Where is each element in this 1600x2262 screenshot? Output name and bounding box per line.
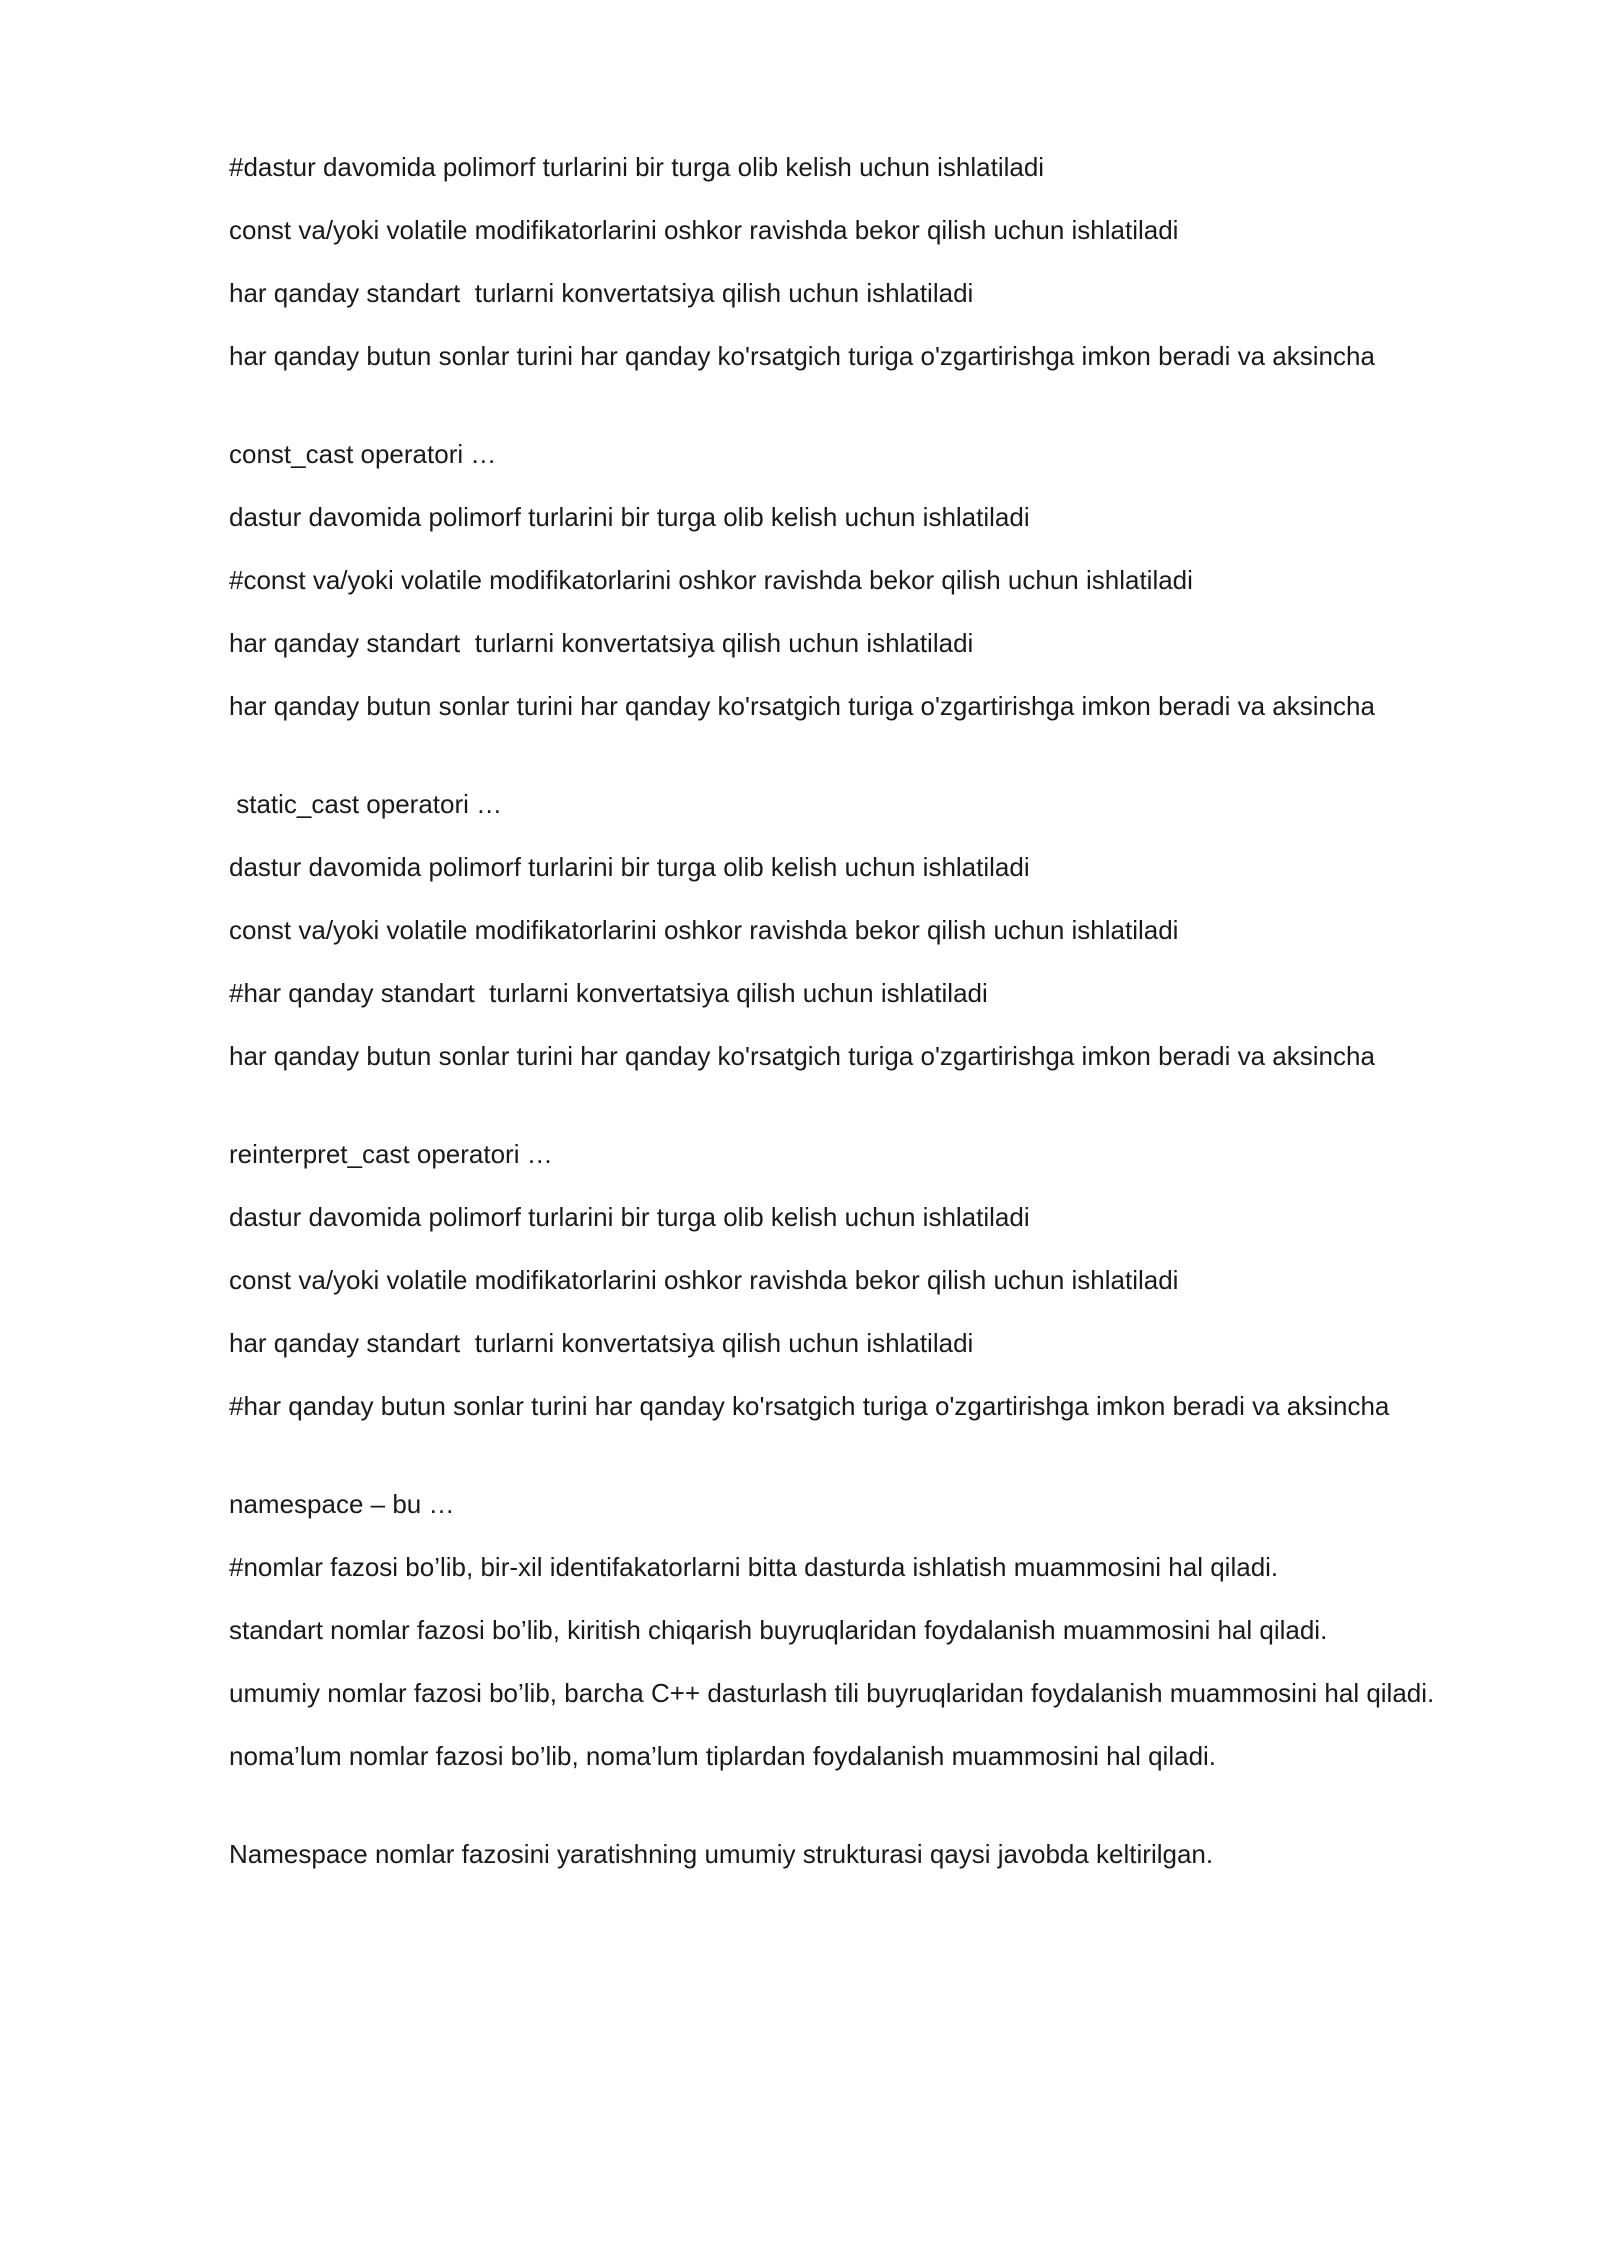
answer-option: const va/yoki volatile modifikatorlarini oshkor ravishda bekor qilish uchun ishlatiladi <box>229 915 1179 945</box>
question-block-1 <box>229 150 1459 373</box>
answer-option: har qanday butun sonlar turini har qanday ko'rsatgich turiga o'zgartirishga imkon beradi va aksincha <box>229 341 1375 371</box>
question-text: const_cast operatori … <box>229 439 497 469</box>
question-text: reinterpret_cast operatori … <box>229 1139 553 1169</box>
answer-option: #har qanday standart turlarni konvertatsiya qilish uchun ishlatiladi <box>229 978 988 1008</box>
answer-option: har qanday standart turlarni konvertatsiya qilish uchun ishlatiladi <box>229 278 974 308</box>
answer-option: dastur davomida polimorf turlarini bir turga olib kelish uchun ishlatiladi <box>229 1202 1030 1232</box>
answer-option: har qanday butun sonlar turini har qanday ko'rsatgich turiga o'zgartirishga imkon beradi va aksincha <box>229 1041 1375 1071</box>
question-text: static_cast operatori … <box>229 789 503 819</box>
answer-option: #har qanday butun sonlar turini har qanday ko'rsatgich turiga o'zgartirishga imkon beradi va aksincha <box>229 1391 1390 1421</box>
question-block-5 <box>229 1487 1459 1773</box>
answer-option: umumiy nomlar fazosi bo’lib, barcha C++ dasturlash tili buyruqlaridan foydalanish muammosini hal qiladi. <box>229 1678 1435 1708</box>
answer-option: dastur davomida polimorf turlarini bir turga olib kelish uchun ishlatiladi <box>229 852 1030 882</box>
answer-option: const va/yoki volatile modifikatorlarini oshkor ravishda bekor qilish uchun ishlatiladi <box>229 215 1179 245</box>
question-text: Namespace nomlar fazosini yaratishning umumiy strukturasi qaysi javobda keltirilgan. <box>229 1839 1214 1869</box>
question-text: namespace – bu … <box>229 1489 455 1519</box>
answer-option: standart nomlar fazosi bo’lib, kiritish chiqarish buyruqlaridan foydalanish muammosini hal qiladi. <box>229 1615 1328 1645</box>
answer-option: #dastur davomida polimorf turlarini bir turga olib kelish uchun ishlatiladi <box>229 152 1045 182</box>
answer-option: har qanday standart turlarni konvertatsiya qilish uchun ishlatiladi <box>229 1328 974 1358</box>
answer-option: const va/yoki volatile modifikatorlarini oshkor ravishda bekor qilish uchun ishlatiladi <box>229 1265 1179 1295</box>
question-block-4 <box>229 1137 1459 1423</box>
document-content <box>229 150 1459 1900</box>
answer-option: #nomlar fazosi bo’lib, bir-xil identifakatorlarni bitta dasturda ishlatish muammosini hal qiladi. <box>229 1552 1279 1582</box>
question-block-6 <box>229 1837 1459 1871</box>
answer-option: dastur davomida polimorf turlarini bir turga olib kelish uchun ishlatiladi <box>229 502 1030 532</box>
answer-option: noma’lum nomlar fazosi bo’lib, noma’lum tiplardan foydalanish muammosini hal qiladi. <box>229 1741 1217 1771</box>
answer-option: har qanday standart turlarni konvertatsiya qilish uchun ishlatiladi <box>229 628 974 658</box>
question-block-2 <box>229 437 1459 723</box>
answer-option: har qanday butun sonlar turini har qanday ko'rsatgich turiga o'zgartirishga imkon beradi va aksincha <box>229 691 1375 721</box>
question-block-3 <box>229 787 1459 1073</box>
answer-option: #const va/yoki volatile modifikatorlarini oshkor ravishda bekor qilish uchun ishlatiladi <box>229 565 1193 595</box>
